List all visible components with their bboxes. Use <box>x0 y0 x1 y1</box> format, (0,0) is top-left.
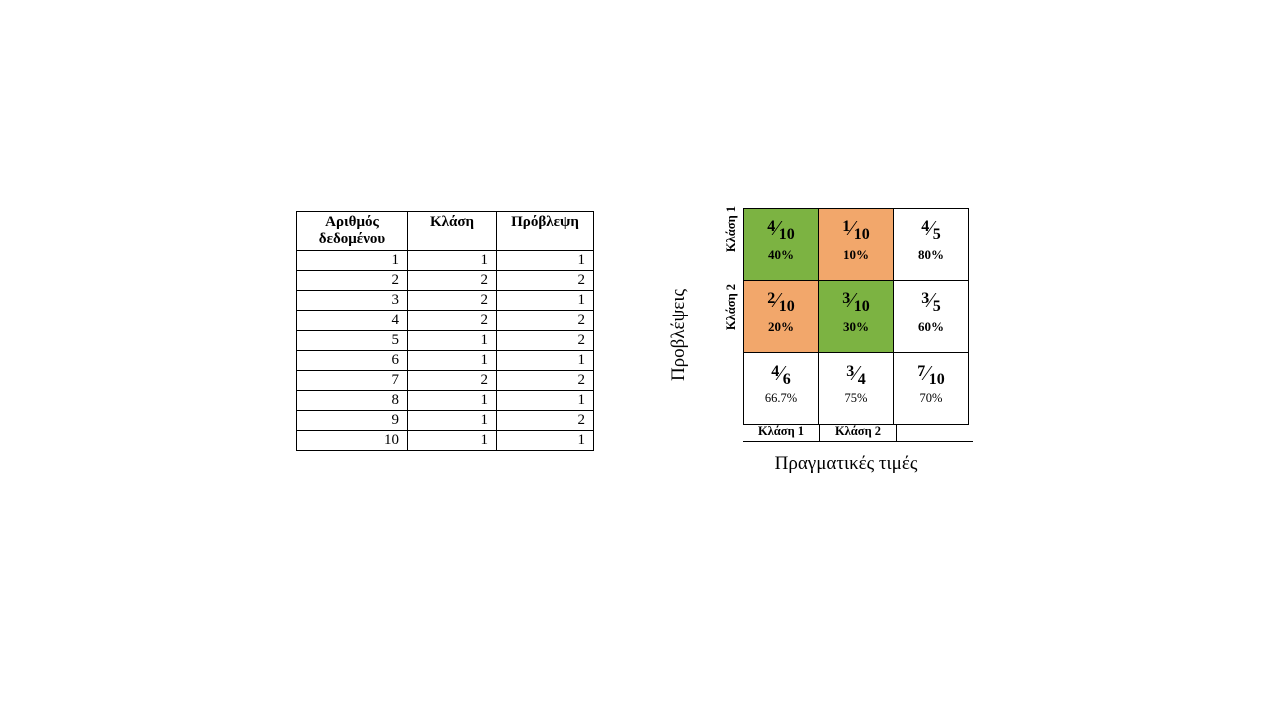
fraction-numerator: 2 <box>767 290 776 307</box>
matrix-cell-percent: 75% <box>844 391 868 405</box>
cell-prediction: 2 <box>497 330 594 350</box>
cell-class: 2 <box>408 310 497 330</box>
cell-id: 8 <box>297 390 408 410</box>
fraction-denominator: 10 <box>853 298 870 315</box>
col-label-class-2: Κλάση 2 <box>819 424 896 442</box>
table-body <box>297 250 594 450</box>
matrix-cell-r3c1 <box>744 353 819 425</box>
fraction-denominator: 5 <box>932 226 941 243</box>
matrix-cell-percent: 60% <box>918 319 944 334</box>
matrix-cell-fraction: 7⁄10 <box>917 361 945 388</box>
x-axis-title: Πραγματικές τιμές <box>774 453 918 474</box>
table-row <box>297 430 594 450</box>
matrix-cell-fraction: 3⁄4 <box>846 361 866 388</box>
matrix-cell-r3c3 <box>894 353 969 425</box>
fraction-numerator: 4 <box>771 363 780 380</box>
data-table <box>296 211 594 451</box>
matrix-cell-fraction: 4⁄6 <box>771 361 791 388</box>
column-header-class: Κλάση <box>408 212 497 251</box>
cell-id: 9 <box>297 410 408 430</box>
fraction-numerator: 4 <box>767 218 776 235</box>
matrix-cell-r2c2 <box>819 281 894 353</box>
data-table-container <box>296 211 594 451</box>
cell-class: 1 <box>408 390 497 410</box>
fraction-denominator: 6 <box>782 371 791 388</box>
y-axis-title: Προβλέψεις <box>668 288 689 382</box>
matrix-row-predicted-class-1 <box>744 209 969 281</box>
fraction-denominator: 4 <box>857 371 866 388</box>
matrix-cell-fraction: 3⁄10 <box>842 288 870 315</box>
confusion-matrix-container <box>668 205 1006 495</box>
matrix-cell-percent: 10% <box>843 247 869 262</box>
table-row <box>297 330 594 350</box>
fraction-numerator: 1 <box>842 218 851 235</box>
cell-prediction: 1 <box>497 290 594 310</box>
fraction-denominator: 10 <box>853 226 870 243</box>
cell-class: 2 <box>408 270 497 290</box>
confusion-matrix-grid <box>743 208 969 425</box>
matrix-cell-fraction: 3⁄5 <box>921 288 941 315</box>
fraction-denominator: 10 <box>778 298 795 315</box>
cell-prediction: 1 <box>497 430 594 450</box>
cell-prediction: 2 <box>497 270 594 290</box>
matrix-cell-r1c3 <box>894 209 969 281</box>
cell-class: 2 <box>408 370 497 390</box>
cell-prediction: 2 <box>497 410 594 430</box>
table-header-row <box>297 212 594 251</box>
cell-id: 3 <box>297 290 408 310</box>
row-label-class-2: Κλάση 2 <box>724 283 738 331</box>
matrix-cell-r1c1 <box>744 209 819 281</box>
matrix-cell-percent: 20% <box>768 319 794 334</box>
matrix-cell-fraction: 2⁄10 <box>767 288 795 315</box>
fraction-numerator: 3 <box>846 363 855 380</box>
cell-prediction: 1 <box>497 350 594 370</box>
cell-id: 2 <box>297 270 408 290</box>
table-row <box>297 370 594 390</box>
cell-class: 2 <box>408 290 497 310</box>
matrix-cell-r2c3 <box>894 281 969 353</box>
cell-prediction: 1 <box>497 250 594 270</box>
cell-prediction: 2 <box>497 370 594 390</box>
matrix-cell-percent: 66.7% <box>764 391 798 405</box>
cell-class: 1 <box>408 350 497 370</box>
fraction-denominator: 10 <box>778 226 795 243</box>
matrix-cell-percent: 40% <box>768 247 794 262</box>
fraction-denominator: 10 <box>928 371 945 388</box>
cell-class: 1 <box>408 330 497 350</box>
table-row <box>297 350 594 370</box>
cell-class: 1 <box>408 250 497 270</box>
matrix-cell-r1c2 <box>819 209 894 281</box>
table-row <box>297 390 594 410</box>
table-row <box>297 310 594 330</box>
matrix-cell-fraction: 4⁄5 <box>921 216 941 243</box>
cell-id: 4 <box>297 310 408 330</box>
cell-id: 1 <box>297 250 408 270</box>
row-label-class-1: Κλάση 1 <box>724 205 738 253</box>
matrix-cell-fraction: 4⁄10 <box>767 216 795 243</box>
table-row <box>297 250 594 270</box>
matrix-cell-percent: 70% <box>919 391 943 405</box>
cell-prediction: 2 <box>497 310 594 330</box>
fraction-numerator: 4 <box>921 218 930 235</box>
cell-id: 10 <box>297 430 408 450</box>
matrix-cell-percent: 30% <box>843 319 869 334</box>
fraction-numerator: 7 <box>917 363 926 380</box>
column-header-prediction: Πρόβλεψη <box>497 212 594 251</box>
fraction-numerator: 3 <box>842 290 851 307</box>
matrix-cell-percent: 80% <box>918 247 944 262</box>
matrix-cell-r2c1 <box>744 281 819 353</box>
fraction-denominator: 5 <box>932 298 941 315</box>
matrix-cell-fraction: 1⁄10 <box>842 216 870 243</box>
col-label-class-1: Κλάση 1 <box>743 424 819 442</box>
cell-class: 1 <box>408 410 497 430</box>
table-header <box>297 212 594 251</box>
col-label-blank <box>896 424 973 442</box>
cell-prediction: 1 <box>497 390 594 410</box>
matrix-row-totals <box>744 353 969 425</box>
column-header-id: Αριθμός δεδομένου <box>297 212 408 251</box>
matrix-row-predicted-class-2 <box>744 281 969 353</box>
cell-id: 7 <box>297 370 408 390</box>
column-labels <box>743 424 973 442</box>
fraction-numerator: 3 <box>921 290 930 307</box>
cell-id: 6 <box>297 350 408 370</box>
table-row <box>297 270 594 290</box>
table-row <box>297 410 594 430</box>
matrix-cell-r3c2 <box>819 353 894 425</box>
cell-id: 5 <box>297 330 408 350</box>
cell-class: 1 <box>408 430 497 450</box>
table-row <box>297 290 594 310</box>
